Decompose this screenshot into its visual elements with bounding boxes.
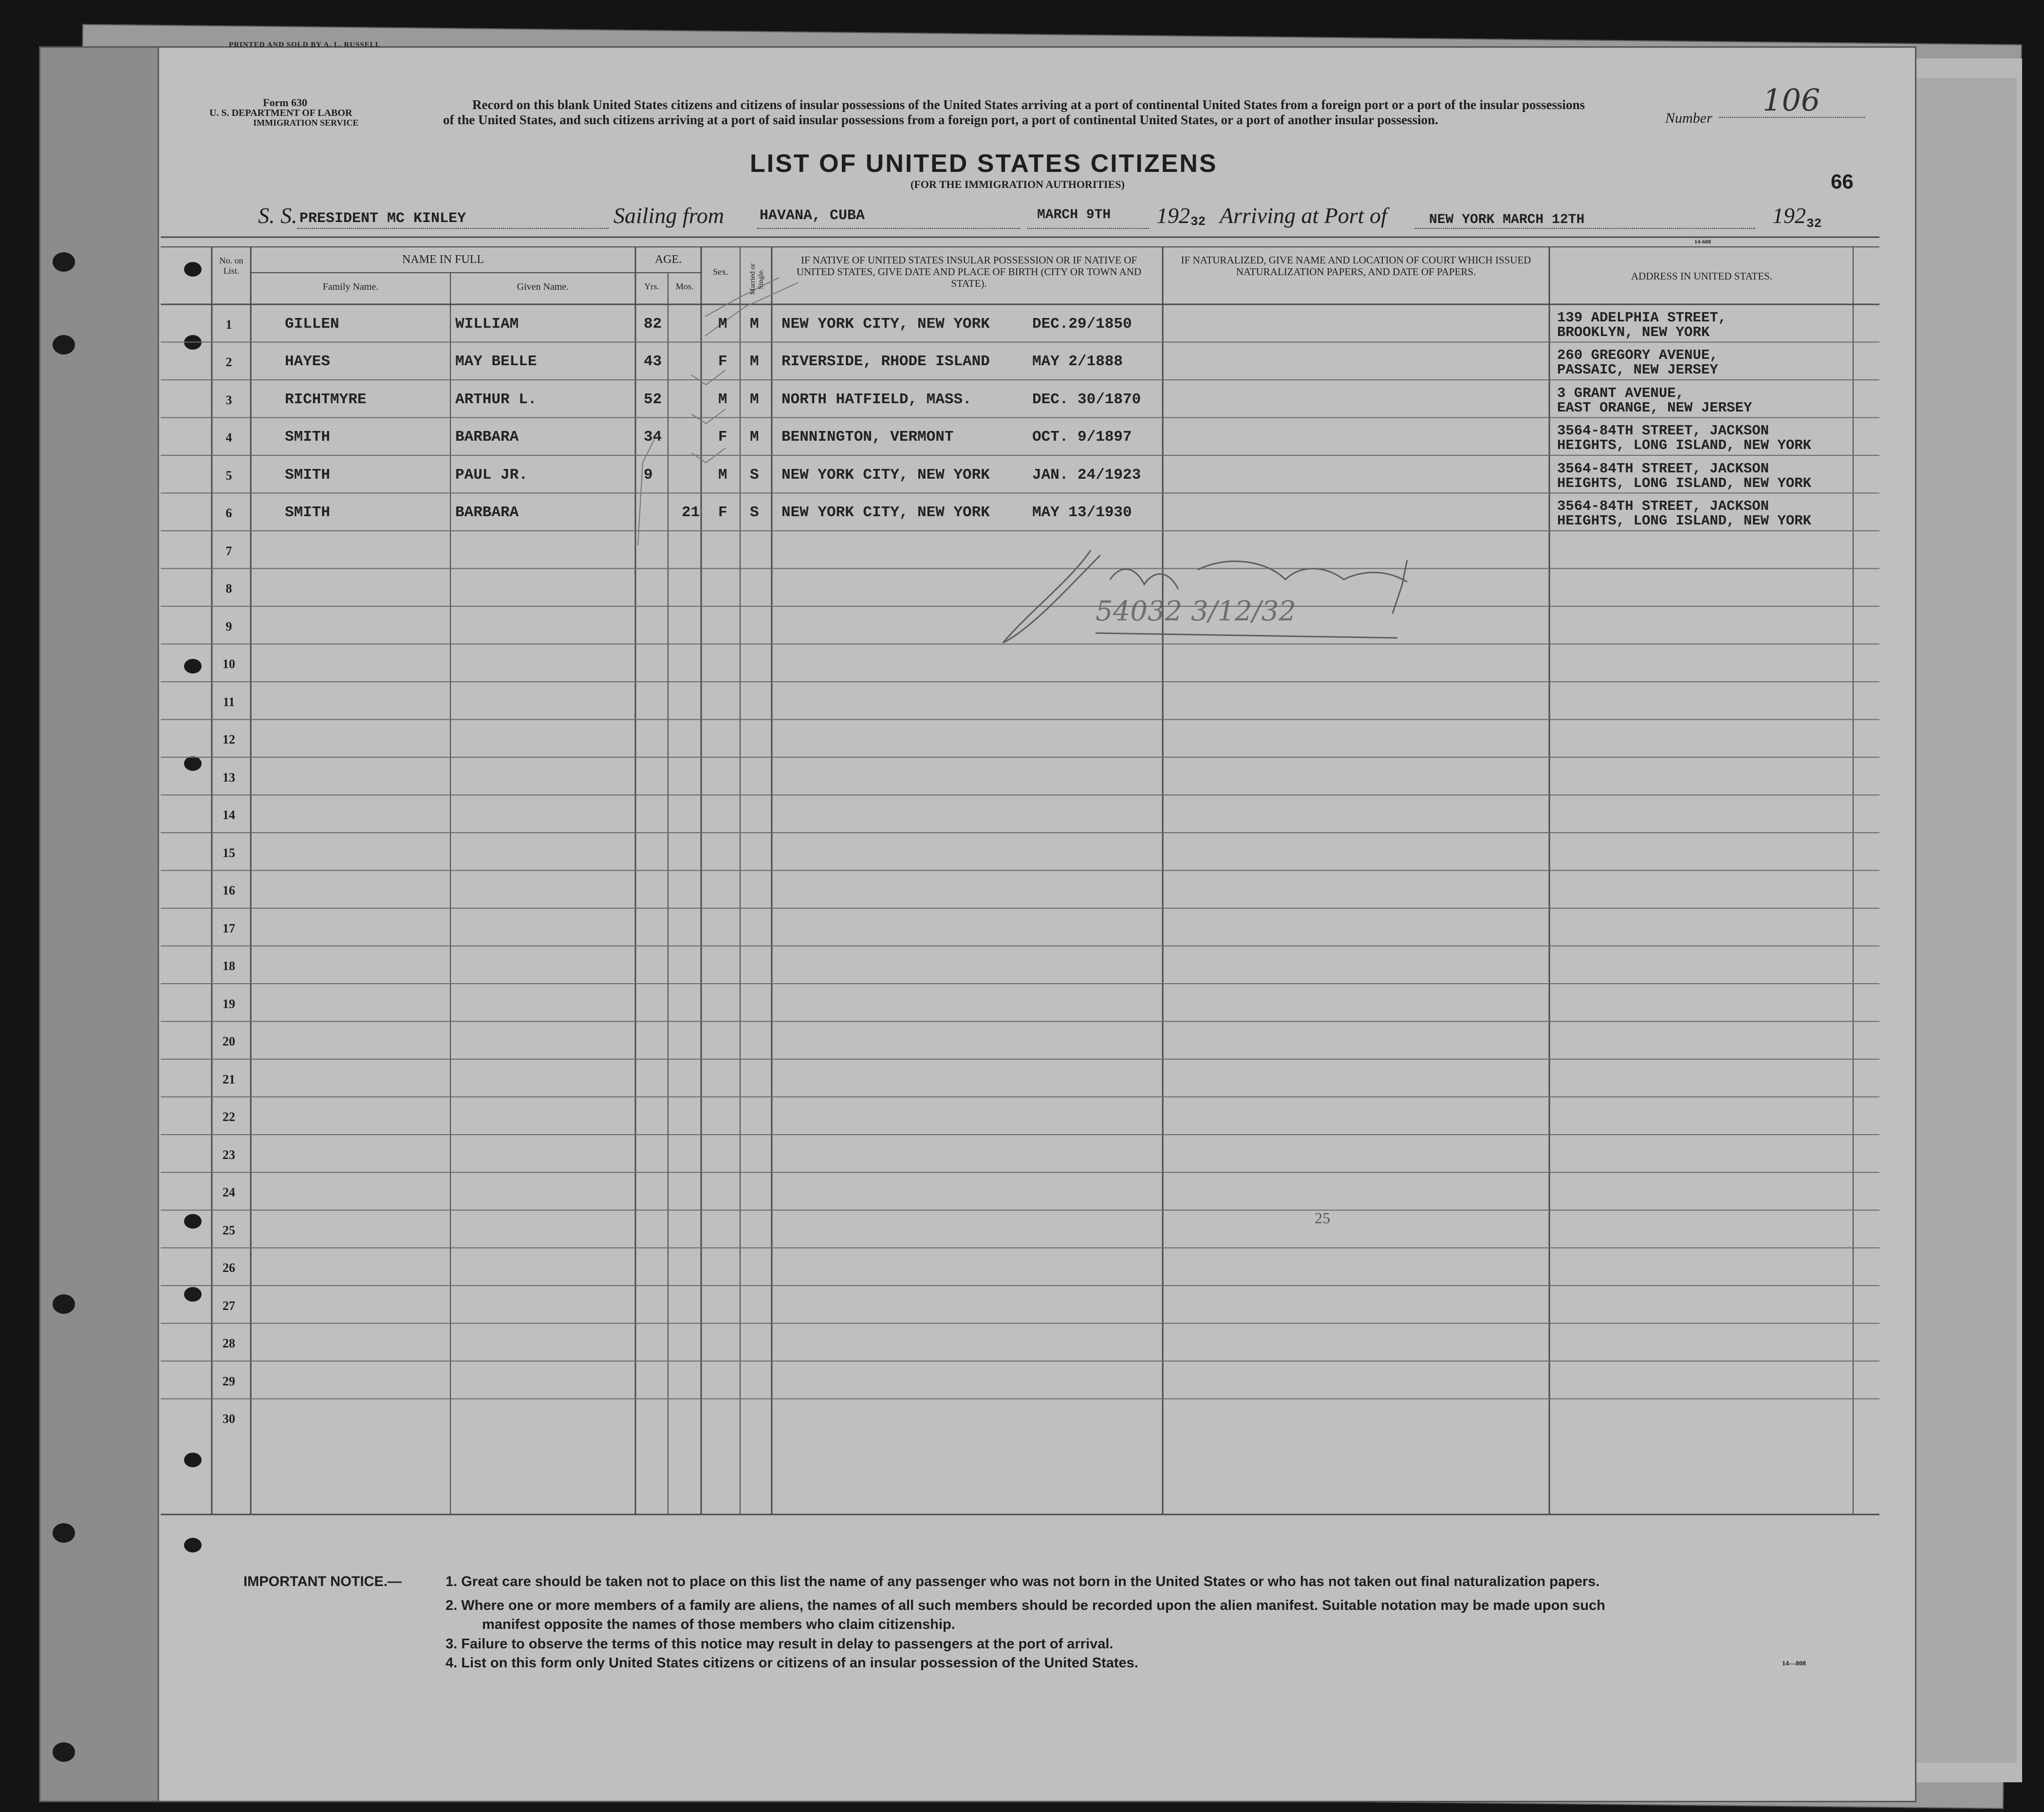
row-number: 25 [223, 1223, 235, 1237]
row-number: 13 [223, 770, 235, 785]
address-line-1: 139 ADELPHIA STREET, [1557, 309, 1727, 326]
birth-place: NEW YORK CITY, NEW YORK [781, 504, 990, 521]
family-name: SMITH [285, 504, 331, 521]
print-code-bottom: 14—808 [1782, 1660, 1806, 1667]
header-months: Mos. [675, 281, 694, 291]
given-name: PAUL JR. [455, 466, 528, 484]
row-number: 2 [225, 355, 232, 369]
row-number: 3 [225, 392, 232, 407]
sailing-label: Sailing from [613, 203, 725, 228]
sex: F [718, 504, 727, 521]
birth-date: OCT. 9/1897 [1032, 429, 1132, 446]
row-number: 14 [223, 808, 235, 822]
row-number: 24 [223, 1185, 235, 1199]
handwritten-number: 106 [1763, 82, 1821, 118]
marital-status: M [750, 315, 759, 333]
notice-item-1: 1. Great care should be taken not to place on this list the name of any passenger who was not born in the United States or who has not taken out final naturalization papers. [446, 1574, 1600, 1589]
family-name: SMITH [285, 429, 331, 446]
page-mark: 66 [1831, 170, 1854, 193]
row-number: 28 [223, 1336, 235, 1350]
sex: F [718, 353, 727, 370]
address-line-2: EAST ORANGE, NEW JERSEY [1557, 399, 1752, 416]
row-number: 10 [223, 657, 235, 671]
family-name: HAYES [285, 353, 331, 370]
page-title: LIST OF UNITED STATES CITIZENS [750, 149, 1218, 178]
sailing-year: 32 [1190, 214, 1206, 229]
address-line-1: 3 GRANT AVENUE, [1557, 385, 1685, 401]
row-number: 5 [225, 468, 232, 483]
marital-status: M [750, 429, 759, 446]
form-instructions: Record on this blank United States citizens and citizens of insular possessions of the United States arriving at a port of continental United States from a foreign port or a port of the insular possessions of the United States, and such citizens arriving at a port of said insular possessions from a foreign port, a port of continental United States, or a port of another insular possession. [443, 97, 1585, 128]
birth-date: DEC.29/1850 [1032, 315, 1132, 333]
arrival-info: NEW YORK MARCH 12TH [1429, 212, 1585, 227]
row-number: 1 [225, 317, 232, 332]
birth-date: JAN. 24/1923 [1032, 466, 1141, 484]
header-birth: IF NATIVE OF UNITED STATES INSULAR POSSESSION OR IF NATIVE OF UNITED STATES, GIVE DATE AND PLACE OF BIRTH (CITY OR TOWN AND STATE). [796, 254, 1142, 290]
sex: M [718, 391, 727, 408]
arrival-year-prefix: 192 [1772, 203, 1806, 228]
address-line-2: BROOKLYN, NEW YORK [1557, 324, 1710, 340]
given-name: MAY BELLE [455, 353, 537, 370]
header-address: ADDRESS IN UNITED STATES. [1631, 270, 1772, 282]
birth-place: NORTH HATFIELD, MASS. [781, 391, 972, 408]
age-years: 82 [644, 315, 662, 333]
arriving-label: Arriving at Port of [1220, 203, 1387, 228]
row-number: 19 [223, 996, 235, 1011]
service-label: IMMIGRATION SERVICE [253, 118, 359, 128]
form-number: Form 630 [263, 96, 308, 109]
sex: M [718, 315, 727, 333]
given-name: ARTHUR L. [455, 391, 537, 408]
age-years: 34 [644, 429, 662, 446]
row-number: 9 [225, 619, 232, 634]
stray-mark: 25 [1315, 1209, 1330, 1227]
address-line-2: HEIGHTS, LONG ISLAND, NEW YORK [1557, 437, 1812, 453]
row-number: 7 [225, 543, 232, 558]
department-label: U. S. DEPARTMENT OF LABOR [209, 108, 353, 118]
header-sex: Sex. [713, 267, 728, 277]
page-subtitle: (FOR THE IMMIGRATION AUTHORITIES) [911, 178, 1125, 190]
notice-item-2-cont: manifest opposite the names of those members who claim citizenship. [482, 1617, 955, 1632]
marital-status: M [750, 353, 759, 370]
row-number: 17 [223, 921, 235, 935]
birth-place: RIVERSIDE, RHODE ISLAND [781, 353, 990, 370]
age-years: 43 [644, 353, 662, 370]
birth-date: MAY 13/1930 [1032, 504, 1132, 521]
given-name: BARBARA [455, 429, 519, 446]
birth-place: BENNINGTON, VERMONT [781, 429, 954, 446]
row-number: 8 [225, 581, 232, 596]
notice-label: IMPORTANT NOTICE.— [243, 1574, 402, 1589]
address-line-1: 260 GREGORY AVENUE, [1557, 347, 1718, 363]
header-naturalized: IF NATURALIZED, GIVE NAME AND LOCATION OF COURT WHICH ISSUED NATURALIZATION PAPERS, AND DATE OF PAPERS. [1181, 254, 1531, 278]
header-name-in-full: NAME IN FULL [402, 253, 484, 266]
sailing-year-prefix: 192 [1156, 203, 1190, 228]
family-name: RICHTMYRE [285, 391, 367, 408]
sailing-date: MARCH 9TH [1037, 207, 1111, 223]
notice-item-2: 2. Where one or more members of a family are aliens, the names of all such members should be recorded upon the alien manifest. Suitable notation may be made upon such [446, 1598, 1605, 1613]
marital-status: M [750, 391, 759, 408]
row-number: 21 [223, 1072, 235, 1086]
row-number: 30 [223, 1412, 235, 1426]
address-line-1: 3564-84TH STREET, JACKSON [1557, 460, 1769, 477]
header-age: AGE. [654, 253, 682, 266]
header-no-on-list: No. on List. [219, 256, 243, 276]
notice-item-3: 3. Failure to observe the terms of this notice may result in delay to passengers at the port of arrival. [446, 1636, 1114, 1652]
header-family-name: Family Name. [322, 281, 379, 292]
family-name: GILLEN [285, 315, 339, 333]
address-line-1: 3564-84TH STREET, JACKSON [1557, 423, 1769, 439]
birth-date: DEC. 30/1870 [1032, 391, 1141, 408]
printer-line: PRINTED AND SOLD BY A. L. RUSSELL [229, 41, 381, 49]
age-months: 21 [682, 504, 700, 521]
row-number: 27 [223, 1298, 235, 1313]
sex: M [718, 466, 727, 484]
ss-label: S. S. [258, 203, 297, 228]
given-name: BARBARA [455, 504, 519, 521]
row-number: 26 [223, 1261, 235, 1275]
sailing-port: HAVANA, CUBA [760, 207, 865, 224]
arrival-year: 32 [1806, 216, 1822, 231]
ship-name: PRESIDENT MC KINLEY [299, 210, 466, 227]
row-number: 23 [223, 1147, 235, 1162]
address-line-2: HEIGHTS, LONG ISLAND, NEW YORK [1557, 475, 1812, 491]
birth-place: NEW YORK CITY, NEW YORK [781, 315, 990, 333]
number-label: Number [1665, 110, 1712, 126]
birth-date: MAY 2/1888 [1032, 353, 1123, 370]
row-number: 22 [223, 1110, 235, 1124]
row-number: 11 [223, 694, 235, 709]
row-number: 20 [223, 1034, 235, 1048]
row-number: 18 [223, 959, 235, 973]
family-name: SMITH [285, 466, 331, 484]
given-name: WILLIAM [455, 315, 519, 333]
row-number: 16 [223, 883, 235, 897]
notice-item-4: 4. List on this form only United States citizens or citizens of an insular possession of the United States. [446, 1655, 1138, 1671]
row-number: 12 [223, 732, 235, 747]
age-years: 9 [644, 466, 653, 484]
address-line-2: PASSAIC, NEW JERSEY [1557, 362, 1718, 378]
print-code: 14-608 [1694, 238, 1711, 245]
row-number: 6 [225, 506, 232, 520]
marital-status: S [750, 504, 759, 521]
sex: F [718, 429, 727, 446]
header-married-single: Married or Single. [748, 263, 765, 295]
handwritten-reference: 54032 3/12/32 [1096, 596, 1296, 627]
header-years: Yrs. [644, 281, 659, 291]
header-given-name: Given Name. [517, 281, 569, 292]
birth-place: NEW YORK CITY, NEW YORK [781, 466, 990, 484]
address-line-1: 3564-84TH STREET, JACKSON [1557, 498, 1769, 514]
age-years: 52 [644, 391, 662, 408]
address-line-2: HEIGHTS, LONG ISLAND, NEW YORK [1557, 513, 1812, 529]
row-number: 15 [223, 845, 235, 860]
row-number: 4 [225, 430, 232, 445]
row-number: 29 [223, 1374, 235, 1388]
marital-status: S [750, 466, 759, 484]
